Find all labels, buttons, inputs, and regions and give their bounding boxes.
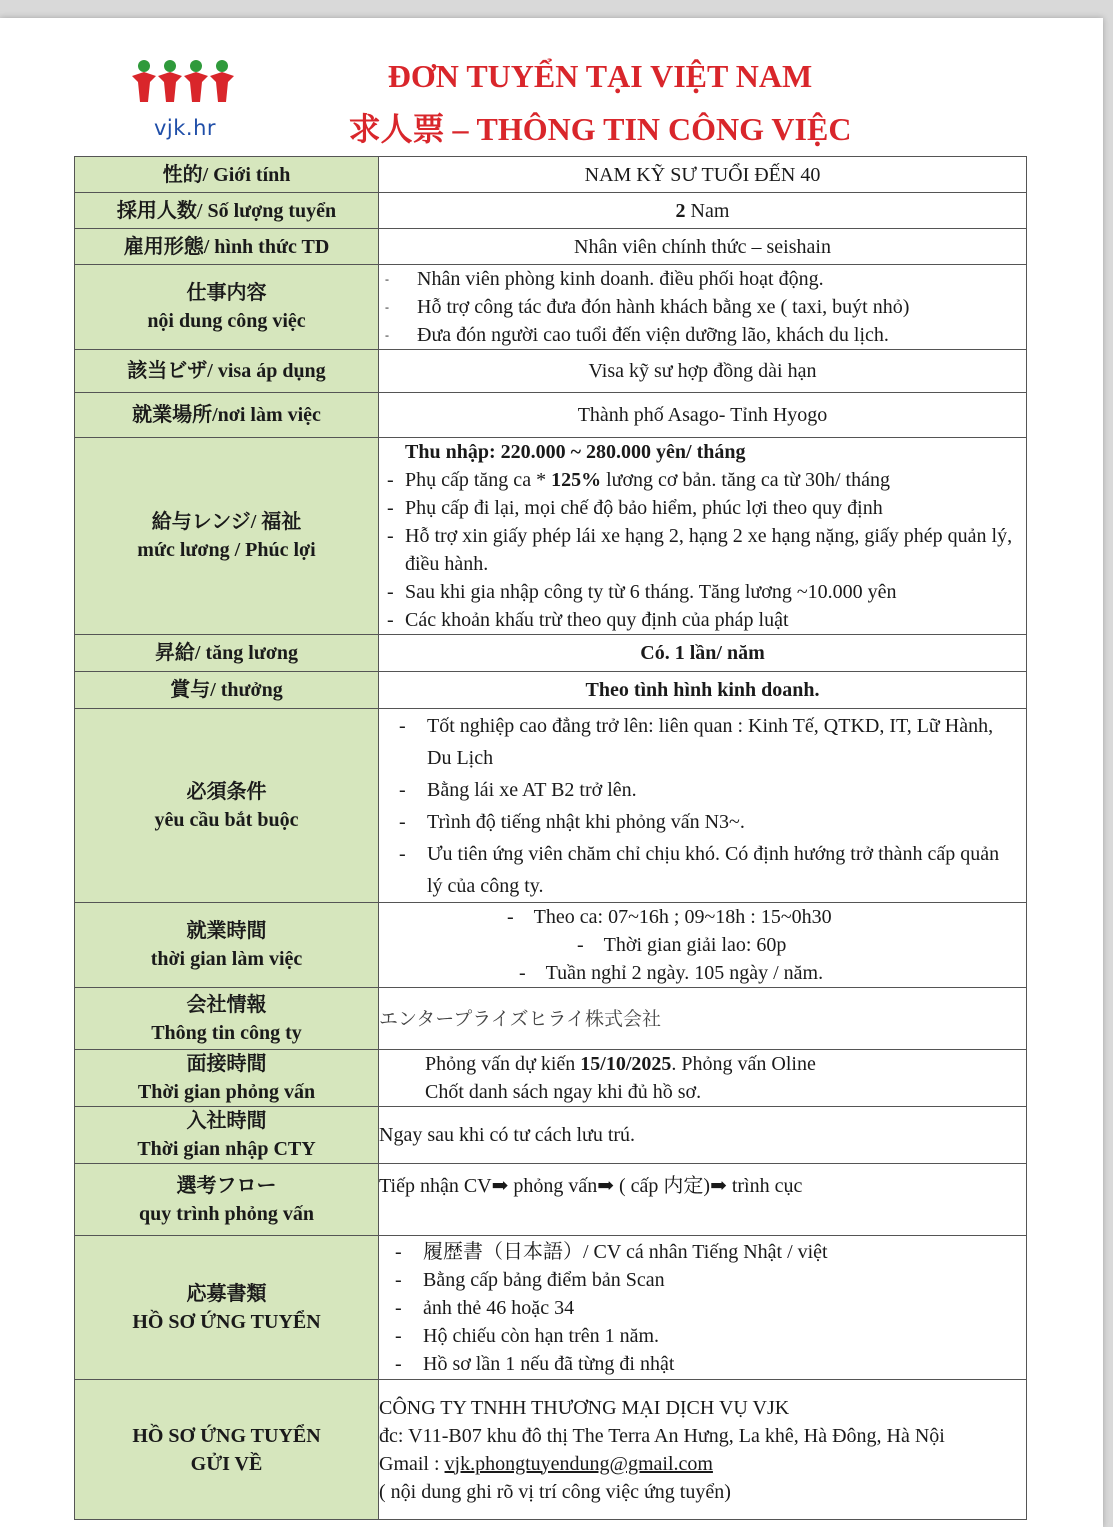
label-send-to bbox=[75, 1380, 379, 1520]
list-item: - Hỗ trợ xin giấy phép lái xe hạng 2, hạng 2 xe hạng nặng, giấy phép quản lý, điều hành. bbox=[379, 522, 1018, 578]
label-quantity: 採用人数/ Số lượng tuyển bbox=[75, 193, 379, 229]
row-visa bbox=[75, 350, 1027, 393]
value-gender: NAM KỸ SƯ TUỔI ĐẾN 40 bbox=[379, 157, 1027, 193]
label-requirements-jp: 必須条件 bbox=[186, 780, 267, 803]
title-line2: 求人票 – THÔNG TIN CÔNG VIỆC bbox=[348, 111, 852, 147]
row-employment bbox=[75, 229, 1027, 265]
interview-line1: Phỏng vấn dự kiến 15/10/2025. Phỏng vấn Oline bbox=[425, 1053, 816, 1075]
quantity-unit: Nam bbox=[685, 199, 730, 222]
label-interview-jp: 面接時間 bbox=[186, 1053, 267, 1075]
label-hours-vi: thời gian làm việc bbox=[150, 948, 303, 970]
row-gender bbox=[75, 157, 1027, 193]
value-bonus: Theo tình hình kinh doanh. bbox=[379, 672, 1027, 709]
value-employment: Nhân viên chính thức – seishain bbox=[379, 229, 1027, 265]
label-documents-vi: HỒ SƠ ỨNG TUYỂN bbox=[132, 1310, 321, 1333]
row-requirements bbox=[75, 709, 1027, 903]
hours-line: - Tuần nghỉ 2 ngày. 105 ngày / năm. bbox=[519, 962, 824, 984]
row-quantity bbox=[75, 193, 1027, 229]
people-logo-icon bbox=[130, 58, 240, 116]
label-process-vi: quy trình phỏng vấn bbox=[138, 1202, 315, 1225]
list-item: - Hỗ trợ công tác đưa đón hành khách bằng xe ( taxi, buýt nhỏ) bbox=[381, 293, 1018, 321]
value-quantity bbox=[379, 193, 1027, 229]
row-join bbox=[75, 1107, 1027, 1164]
label-send-to-line2: GỬI VỀ bbox=[190, 1452, 263, 1475]
label-join-vi: Thời gian nhập CTY bbox=[137, 1138, 316, 1160]
label-salary-jp: 給与レンジ/ 福祉 bbox=[151, 511, 302, 533]
hours-line: - Thời gian giải lao: 60p bbox=[577, 934, 787, 956]
label-gender: 性的/ Giới tính bbox=[75, 157, 379, 193]
value-job-content bbox=[379, 265, 1027, 350]
row-bonus bbox=[75, 672, 1027, 709]
label-join bbox=[75, 1107, 379, 1164]
label-send-to-line1: HỒ SƠ ỨNG TUYỂN bbox=[132, 1424, 321, 1447]
row-location bbox=[75, 393, 1027, 438]
list-item: - Trình độ tiếng nhật khi phỏng vấn N3~. bbox=[391, 806, 1018, 838]
label-join-jp: 入社時間 bbox=[186, 1110, 267, 1132]
label-company bbox=[75, 988, 379, 1050]
label-process bbox=[75, 1164, 379, 1236]
row-job-content bbox=[75, 265, 1027, 350]
list-item: - Hộ chiếu còn hạn trên 1 năm. bbox=[387, 1322, 1018, 1350]
row-company bbox=[75, 988, 1027, 1050]
row-process bbox=[75, 1164, 1027, 1236]
value-interview bbox=[379, 1050, 1027, 1107]
label-visa: 該当ビザ/ visa áp dụng bbox=[75, 350, 379, 393]
email-link[interactable]: vjk.phongtuyendung@gmail.com bbox=[444, 1452, 713, 1475]
list-item: - Bằng cấp bảng điểm bản Scan bbox=[387, 1266, 1018, 1294]
send-to-gmail: Gmail : vjk.phongtuyendung@gmail.com bbox=[379, 1452, 713, 1475]
list-item: - Sau khi gia nhập công ty từ 6 tháng. Tăng lương ~10.000 yên bbox=[379, 578, 1018, 606]
row-raise bbox=[75, 635, 1027, 672]
value-requirements bbox=[379, 709, 1027, 903]
label-location: 就業場所/nơi làm việc bbox=[75, 393, 379, 438]
interview-line2: Chốt danh sách ngay khi đủ hồ sơ. bbox=[425, 1081, 702, 1103]
list-item: - ảnh thẻ 46 hoặc 34 bbox=[387, 1294, 1018, 1322]
label-company-jp: 会社情報 bbox=[186, 993, 267, 1016]
label-interview bbox=[75, 1050, 379, 1107]
value-salary bbox=[379, 438, 1027, 635]
value-join: Ngay sau khi có tư cách lưu trú. bbox=[379, 1107, 1027, 1164]
label-bonus: 賞与/ thưởng bbox=[75, 672, 379, 709]
label-documents-jp: 応募書類 bbox=[186, 1282, 267, 1305]
value-documents bbox=[379, 1236, 1027, 1380]
label-hours bbox=[75, 903, 379, 988]
value-send-to bbox=[379, 1380, 1027, 1520]
label-interview-vi: Thời gian phỏng vấn bbox=[137, 1081, 316, 1103]
value-process: Tiếp nhận CV➡ phỏng vấn➡ ( cấp 内定)➡ trình cục bbox=[379, 1164, 1027, 1236]
value-company: エンタープライズヒライ株式会社 bbox=[379, 988, 1027, 1050]
value-raise: Có. 1 lần/ năm bbox=[379, 635, 1027, 672]
job-info-table bbox=[74, 156, 1027, 1520]
list-item: - Phụ cấp tăng ca * 125% lương cơ bản. tăng ca từ 30h/ tháng bbox=[379, 466, 1018, 494]
label-salary bbox=[75, 438, 379, 635]
quantity-number: 2 bbox=[675, 199, 686, 222]
list-item: - Đưa đón người cao tuổi đến viện dưỡng lão, khách du lịch. bbox=[381, 321, 1018, 349]
label-job-content bbox=[75, 265, 379, 350]
label-raise: 昇給/ tăng lương bbox=[75, 635, 379, 672]
salary-income: Thu nhập: 220.000 ~ 280.000 yên/ tháng bbox=[405, 441, 746, 463]
send-to-note: ( nội dung ghi rõ vị trí công việc ứng tuyển) bbox=[379, 1480, 731, 1503]
list-item: - Ưu tiên ứng viên chăm chỉ chịu khó. Có định hướng trở thành cấp quản lý của công ty. bbox=[391, 838, 1018, 902]
value-hours bbox=[379, 903, 1027, 988]
label-hours-jp: 就業時間 bbox=[186, 920, 267, 942]
label-employment: 雇用形態/ hình thức TD bbox=[75, 229, 379, 265]
label-job-content-vi: nội dung công việc bbox=[147, 310, 306, 332]
list-item: - Bằng lái xe AT B2 trở lên. bbox=[391, 774, 1018, 806]
vjk-logo bbox=[130, 58, 240, 148]
row-hours bbox=[75, 903, 1027, 988]
value-location: Thành phố Asago- Tỉnh Hyogo bbox=[379, 393, 1027, 438]
label-company-vi: Thông tin công ty bbox=[151, 1021, 302, 1044]
row-send-to bbox=[75, 1380, 1027, 1520]
label-requirements-vi: yêu cầu bắt buộc bbox=[154, 808, 299, 831]
hours-line: - Theo ca: 07~16h ; 09~18h : 15~0h30 bbox=[507, 906, 832, 928]
title-line1: ĐƠN TUYỂN TẠI VIỆT NAM bbox=[387, 58, 813, 94]
list-item: - Các khoản khấu trừ theo quy định của pháp luật bbox=[379, 606, 1018, 634]
value-visa: Visa kỹ sư hợp đồng dài hạn bbox=[379, 350, 1027, 393]
list-item: - Hồ sơ lần 1 nếu đã từng đi nhật bbox=[387, 1350, 1018, 1378]
send-to-company: CÔNG TY TNHH THƯƠNG MẠI DỊCH VỤ VJK bbox=[379, 1396, 790, 1419]
list-item: - Phụ cấp đi lại, mọi chế độ bảo hiểm, phúc lợi theo quy định bbox=[379, 494, 1018, 522]
send-to-address: đc: V11-B07 khu đô thị The Terra An Hưng, La khê, Hà Đông, Hà Nội bbox=[379, 1424, 945, 1447]
label-documents bbox=[75, 1236, 379, 1380]
row-documents bbox=[75, 1236, 1027, 1380]
logo-text: vjk.hr bbox=[153, 116, 217, 140]
list-item: - 履歴書（日本語）/ CV cá nhân Tiếng Nhật / việt bbox=[387, 1238, 1018, 1266]
label-requirements bbox=[75, 709, 379, 903]
document-sheet bbox=[0, 18, 1103, 1527]
row-interview bbox=[75, 1050, 1027, 1107]
label-salary-vi: mức lương / Phúc lợi bbox=[137, 539, 316, 561]
row-salary bbox=[75, 438, 1027, 635]
list-item: - Nhân viên phòng kinh doanh. điều phối hoạt động. bbox=[381, 265, 1018, 293]
label-process-jp: 選考フロー bbox=[176, 1174, 277, 1197]
list-item: - Tốt nghiệp cao đẳng trở lên: liên quan : Kinh Tế, QTKD, IT, Lữ Hành, Du Lịch bbox=[391, 710, 1018, 774]
label-job-content-jp: 仕事内容 bbox=[186, 282, 267, 304]
